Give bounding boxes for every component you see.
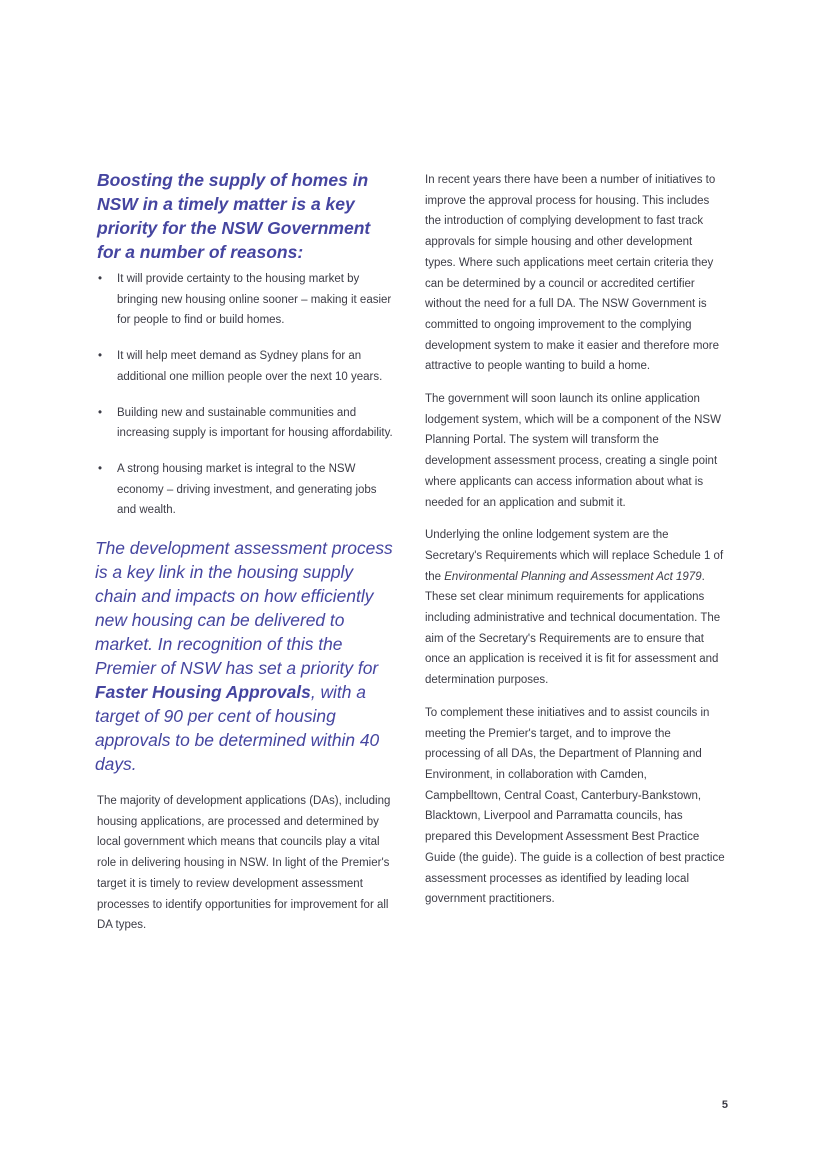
list-item — [97, 346, 397, 387]
reasons-list — [97, 269, 397, 521]
intro-paragraph: The majority of development applications (DAs), including housing applications, are processed and determined by local government which means that councils play a vital role in delivering housing in NSW. In light of the Premier's target it is timely to review development assessment processes to identify opportunities for improvement for all DA types. — [97, 795, 391, 932]
list-item — [97, 269, 397, 331]
right-column — [425, 170, 725, 922]
pull-quote-emphasis: Faster Housing Approvals — [95, 682, 311, 703]
bullet-icon: • — [98, 406, 103, 419]
list-item-text: It will provide certainty to the housing market by bringing new housing online sooner – making it easier for people to find or build homes. — [117, 273, 392, 327]
bullet-icon: • — [98, 462, 103, 475]
paragraph-complying-development: In recent years there have been a number of initiatives to improve the approval process for housing. This includes the introduction of complying development to fast track approvals for simple housing and other development types. Where such applications meet certain criteria they can be determined by a council or accredited certifier without the need for a full DA. The NSW Government is committed to ongoing improvement to the complying development system to make it easier and therefore more attractive to people wanting to build a home. — [425, 174, 720, 373]
paragraph-online-lodgement: The government will soon launch its online application lodgement system, which will be a component of the NSW Planning Portal. The system will transform the development assessment process, creating a single point where applicants can access information about what is needed for an application and submit it. — [425, 393, 721, 509]
list-item-text: Building new and sustainable communities and increasing supply is important for housing affordability. — [117, 406, 393, 440]
left-column — [97, 168, 397, 936]
page-number: 5 — [721, 1099, 728, 1111]
paragraph-best-practice-guide: To complement these initiatives and to assist councils in meeting the Premier's target, and to improve the processing of all DAs, the Department of Planning and Environment, in collaboration with Camden, Campbelltown, Central Coast, Canterbury-Bankstown, Blacktown, Liverpool and Parramatta councils, has prepared this Development Assessment Best Practice Guide (the guide). The guide is a collection of best practice assessment processes as identified by leading local government practitioners. — [425, 706, 725, 906]
list-item-text: A strong housing market is integral to the NSW economy – driving investment, and generating jobs and wealth. — [117, 462, 377, 517]
section-heading: Boosting the supply of homes in NSW in a timely matter is a key priority for the NSW Government for a number of reasons: — [97, 170, 371, 262]
list-item — [97, 403, 397, 444]
bullet-icon: • — [98, 273, 103, 285]
paragraph-text: Underlying the online lodgement system are the Secretary's Requirements which will replace Schedule 1 of the — [425, 529, 724, 583]
pull-quote-text-2: , with a target of 90 per cent of housing approvals to be determined within 40 days. — [95, 682, 380, 775]
paragraph-text: . These set clear minimum requirements for applications including administrative and technical documentation. The aim of the Secretary's Requirements are to ensure that once an application is received it is fit for assessment and determination purposes. — [425, 570, 721, 687]
paragraph-secretarys-requirements — [425, 525, 725, 691]
act-title: Environmental Planning and Assessment Act 1979 — [444, 570, 702, 583]
bullet-icon: • — [98, 350, 103, 363]
pull-quote — [95, 536, 397, 776]
list-item — [97, 459, 397, 521]
pull-quote-text-1: The development assessment process is a key link in the housing supply chain and impacts on how efficiently new housing can be delivered to market. In recognition of this the Premier of NSW has set a priority for — [95, 538, 393, 679]
list-item-text: It will help meet demand as Sydney plans for an additional one million people over the next 10 years. — [117, 350, 383, 383]
